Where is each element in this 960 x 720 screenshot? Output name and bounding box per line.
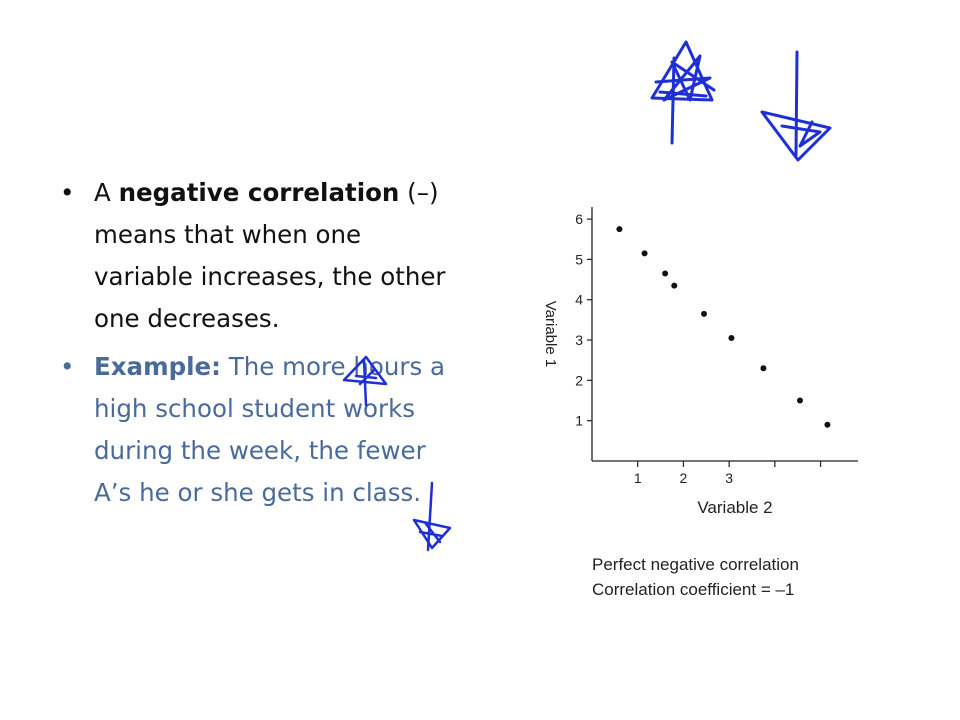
up-arrow-scribble-icon — [652, 42, 714, 143]
small-down-arrow-scribble-icon — [414, 483, 450, 550]
bullet-marker: • — [60, 352, 75, 381]
y-tick-label: 1 — [575, 412, 583, 429]
chart-caption-line-2: Correlation coefficient = –1 — [592, 580, 795, 599]
example-label: Example: — [94, 352, 221, 381]
definition-text: (–) means that when one variable increases, the other one decreases. — [94, 178, 446, 333]
y-tick-label: 4 — [575, 291, 583, 308]
negative-correlation-term: negative correlation — [118, 178, 400, 207]
x-tick-label: 2 — [679, 470, 688, 486]
bullet-lead-text: A — [94, 178, 119, 207]
down-arrow-scribble-icon — [762, 52, 830, 160]
y-tick-label: 2 — [575, 372, 583, 389]
y-tick-label: 6 — [575, 211, 583, 228]
small-up-arrow-scribble-icon — [344, 357, 386, 405]
example-text: The more hours a high school student works during the week, the fewer A’s he or she gets in class. — [94, 352, 446, 507]
x-tick-label: 3 — [725, 470, 734, 486]
bullet-marker: • — [60, 178, 75, 207]
y-tick-label: 3 — [575, 332, 583, 349]
x-axis-label: Variable 2 — [697, 498, 773, 517]
chart-caption-line-1: Perfect negative correlation — [592, 555, 799, 574]
y-tick-label: 5 — [575, 251, 583, 268]
x-tick-label: 1 — [633, 470, 642, 486]
y-axis-label: Variable 1 — [542, 300, 559, 368]
